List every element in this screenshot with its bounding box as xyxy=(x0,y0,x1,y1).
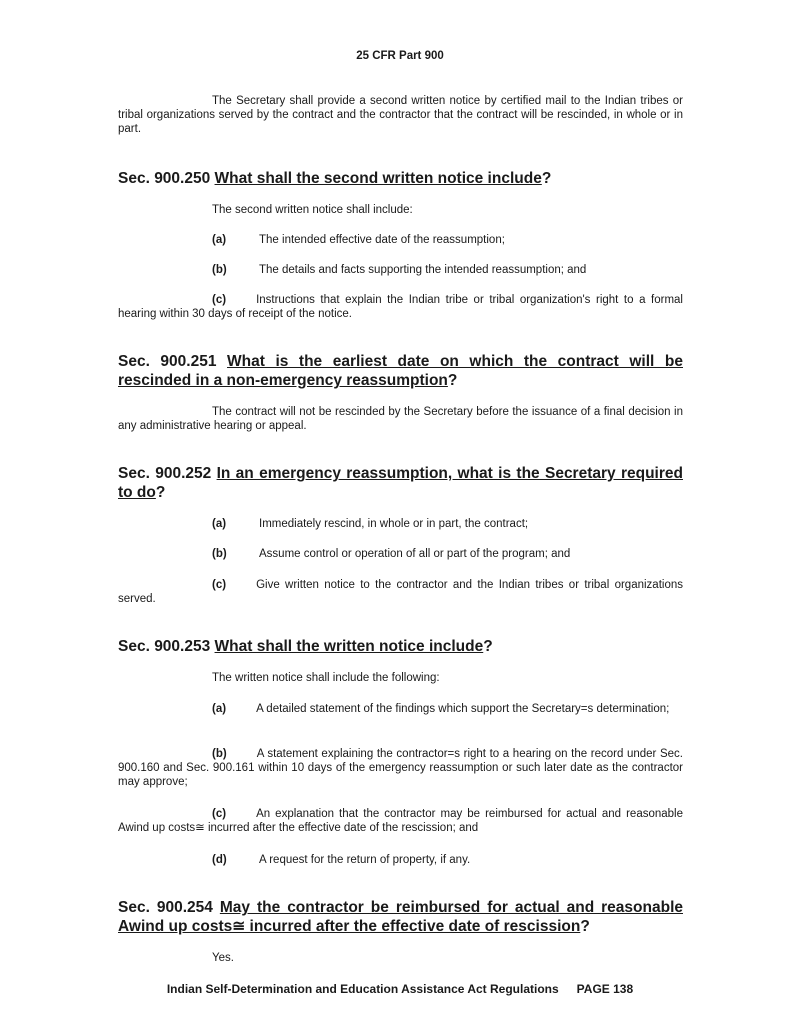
section-900-251-body: The contract will not be rescinded by the Secretary before the issuance of a final decision in any administrative hearing or appeal. xyxy=(118,406,683,432)
item-label: (a) xyxy=(212,518,227,530)
item-text: A statement explaining the contractor=s right to a hearing on the record under Sec. 900.160 and Sec. 900.161 within 10 days of the emergency reassumption or such later date as the contractor may approve; xyxy=(118,748,683,788)
item-text: Instructions that explain the Indian tribe or tribal organization's right to a formal hearing within 30 days of receipt of the notice. xyxy=(118,294,683,320)
item-label: (b) xyxy=(212,264,227,276)
section-900-250-heading: Sec. 900.250 What shall the second written notice include? xyxy=(118,170,552,187)
section-number: Sec. 900.250 xyxy=(118,170,211,187)
item-text: Give written notice to the contractor and the Indian tribes or tribal organizations served. xyxy=(118,579,683,605)
item-text: Immediately rescind, in whole or in part, the contract; xyxy=(259,518,529,530)
section-900-253-lead: The written notice shall include the following: xyxy=(212,672,440,684)
item-text: Assume control or operation of all or part of the program; and xyxy=(259,548,571,560)
section-900-253-item-b xyxy=(118,747,683,789)
item-label: (a) xyxy=(212,703,227,715)
section-title: What is the earliest date on which the contract will be rescinded in a non-emergency reassumption xyxy=(118,353,683,389)
section-900-254-body: Yes. xyxy=(212,952,234,964)
section-900-252-item-c xyxy=(118,578,683,606)
section-900-250-lead: The second written notice shall include: xyxy=(212,204,413,216)
footer-title: Indian Self-Determination and Education Assistance Act Regulations xyxy=(166,982,559,996)
item-label: (d) xyxy=(212,854,227,866)
item-label: (c) xyxy=(212,808,227,820)
section-900-253-item-a xyxy=(118,702,683,716)
section-title: In an emergency reassumption, what is the Secretary required to do xyxy=(118,465,683,501)
item-label: (c) xyxy=(212,579,227,591)
section-number: Sec. 900.254 xyxy=(118,899,213,916)
item-text: The intended effective date of the reassumption; xyxy=(259,234,505,246)
section-number: Sec. 900.251 xyxy=(118,353,217,370)
page-number: PAGE 138 xyxy=(576,982,634,996)
item-text: The details and facts supporting the intended reassumption; and xyxy=(259,264,587,276)
section-900-252-heading: Sec. 900.252 In an emergency reassumption, what is the Secretary required to do? xyxy=(118,465,683,501)
intro-paragraph: The Secretary shall provide a second written notice by certified mail to the Indian tribes or tribal organizations served by the contract and the contractor that the contract will be rescinded, in whole or in part. xyxy=(118,95,683,135)
item-label: (a) xyxy=(212,234,227,246)
section-title: What shall the written notice include xyxy=(214,638,484,655)
section-900-254-heading: Sec. 900.254 May the contractor be reimbursed for actual and reasonable Awind up costs≅ incurred after the effective date of rescission? xyxy=(118,899,683,935)
section-number: Sec. 900.253 xyxy=(118,638,211,655)
item-text: A detailed statement of the findings which support the Secretary=s determination; xyxy=(256,703,670,715)
item-label: (b) xyxy=(212,748,227,760)
item-text: A request for the return of property, if any. xyxy=(259,854,471,866)
section-title: What shall the second written notice include xyxy=(214,170,542,187)
item-text: An explanation that the contractor may be reimbursed for actual and reasonable Awind up costs≅ incurred after the effective date of the rescission; and xyxy=(118,808,683,834)
item-label: (b) xyxy=(212,548,227,560)
section-title: May the contractor be reimbursed for actual and reasonable Awind up costs≅ incurred after the effective date of rescission xyxy=(118,899,683,935)
section-number: Sec. 900.252 xyxy=(118,465,212,482)
section-900-250-item-c xyxy=(118,293,683,321)
item-label: (c) xyxy=(212,294,227,306)
section-900-253-item-c xyxy=(118,807,683,835)
section-900-253-heading: Sec. 900.253 What shall the written notice include? xyxy=(118,638,493,655)
section-900-251-heading: Sec. 900.251 What is the earliest date on which the contract will be rescinded in a non-emergency reassumption? xyxy=(118,353,683,389)
page-footer xyxy=(0,982,800,996)
page-header: 25 CFR Part 900 xyxy=(356,50,444,62)
